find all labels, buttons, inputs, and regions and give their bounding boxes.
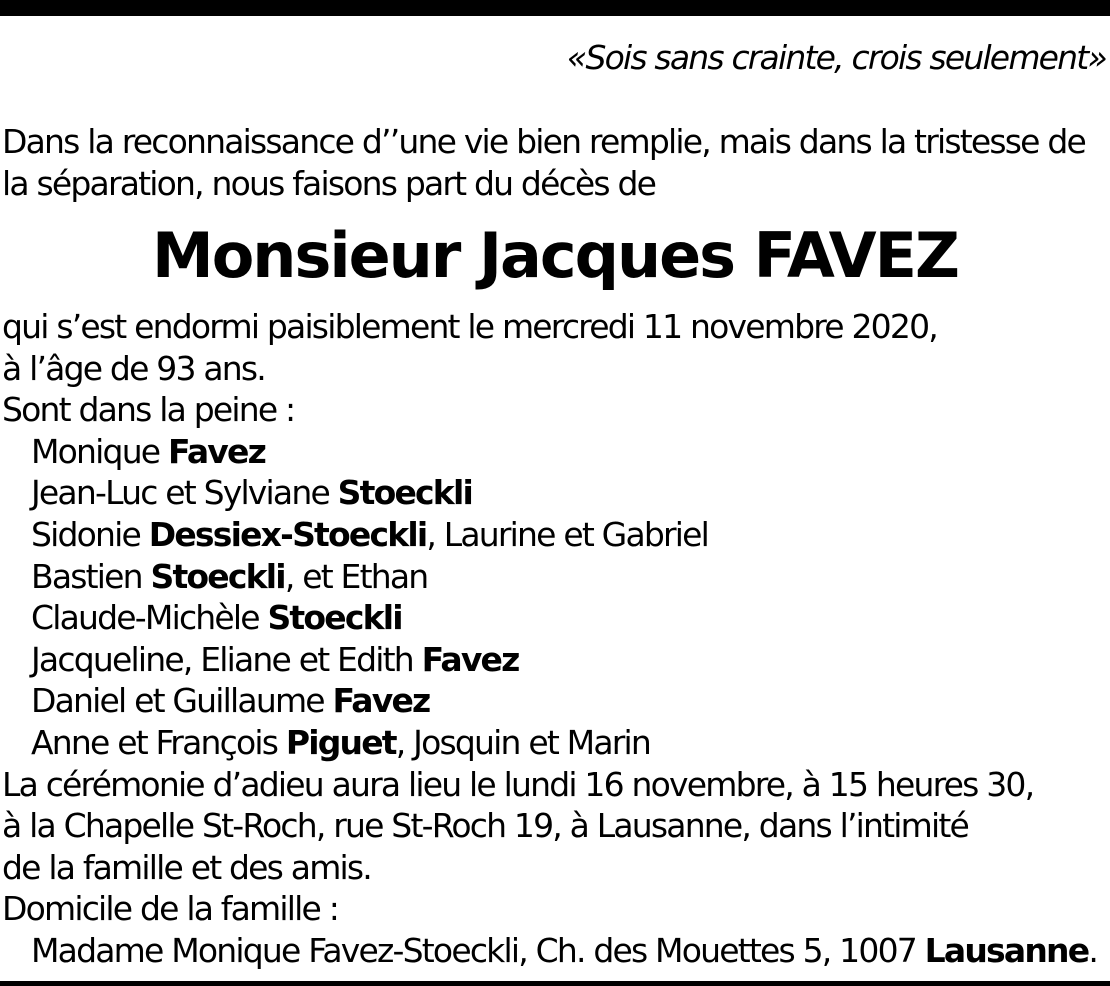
mourner-given-names: Monique (31, 431, 169, 471)
intro-line: Dans la reconnaissance d’’une vie bien remplie, mais dans la tristesse de (2, 122, 1085, 161)
motto-quote: «Sois sans crainte, crois seulement» (566, 38, 1106, 77)
death-info-line: qui s’est endormi paisiblement le mercredi 11 novembre 2020, (2, 307, 937, 346)
mourner-surname: Stoeckli (267, 598, 402, 638)
mourner-extra: , Laurine et Gabriel (426, 514, 709, 554)
intro-line: la séparation, nous faisons part du décès de (2, 164, 656, 203)
mourner-surname: Piguet (285, 722, 396, 762)
ceremony-line: de la famille et des amis. (2, 847, 371, 887)
bottom-rule (0, 981, 1110, 986)
mourner-line (2, 680, 1108, 722)
mourner-line (2, 556, 1108, 598)
ceremony-line: La cérémonie d’adieu aura lieu le lundi 16 novembre, à 15 heures 30, (2, 764, 1034, 804)
mourner-line (2, 514, 1108, 556)
mourner-surname: Favez (421, 639, 519, 679)
ceremony-line: à la Chapelle St-Roch, rue St-Roch 19, à Lausanne, dans l’intimité (2, 806, 968, 846)
notice-body (2, 306, 1108, 972)
mourner-surname: Favez (332, 681, 430, 721)
mourner-surname: Stoeckli (337, 473, 472, 513)
domicile-address (2, 930, 1108, 972)
death-info-line: à l’âge de 93 ans. (2, 348, 265, 388)
deceased-name: Monsieur Jacques FAVEZ (152, 219, 958, 292)
mourner-line (2, 722, 1108, 764)
mourner-extra: , et Ethan (284, 556, 428, 596)
domicile-address-text: Madame Monique Favez-Stoeckli, Ch. des Mouettes 5, 1007 (31, 930, 925, 970)
mourner-given-names: Daniel et Guillaume (31, 681, 333, 721)
mourner-given-names: Anne et François (31, 722, 286, 762)
mourner-given-names: Jacqueline, Eliane et Edith (31, 639, 422, 679)
domicile-heading: Domicile de la famille : (2, 889, 339, 929)
mourner-line (2, 472, 1108, 514)
mourner-given-names: Jean-Luc et Sylviane (31, 473, 338, 513)
domicile-address-end: . (1088, 930, 1098, 970)
mourner-line (2, 639, 1108, 681)
top-rule (0, 0, 1110, 16)
mourner-surname: Dessiex-Stoeckli (148, 514, 427, 554)
mourner-surname: Favez (168, 431, 265, 471)
mourners-heading: Sont dans la peine : (2, 390, 295, 430)
mourner-given-names: Sidonie (31, 514, 149, 554)
mourner-extra: , Josquin et Marin (395, 722, 651, 762)
mourner-line (2, 597, 1108, 639)
mourner-given-names: Claude-Michèle (31, 598, 268, 638)
mourner-given-names: Bastien (31, 556, 151, 596)
mourner-line (2, 431, 1108, 473)
intro-paragraph (2, 121, 1108, 205)
mourner-surname: Stoeckli (150, 556, 285, 596)
domicile-city: Lausanne (924, 930, 1089, 970)
